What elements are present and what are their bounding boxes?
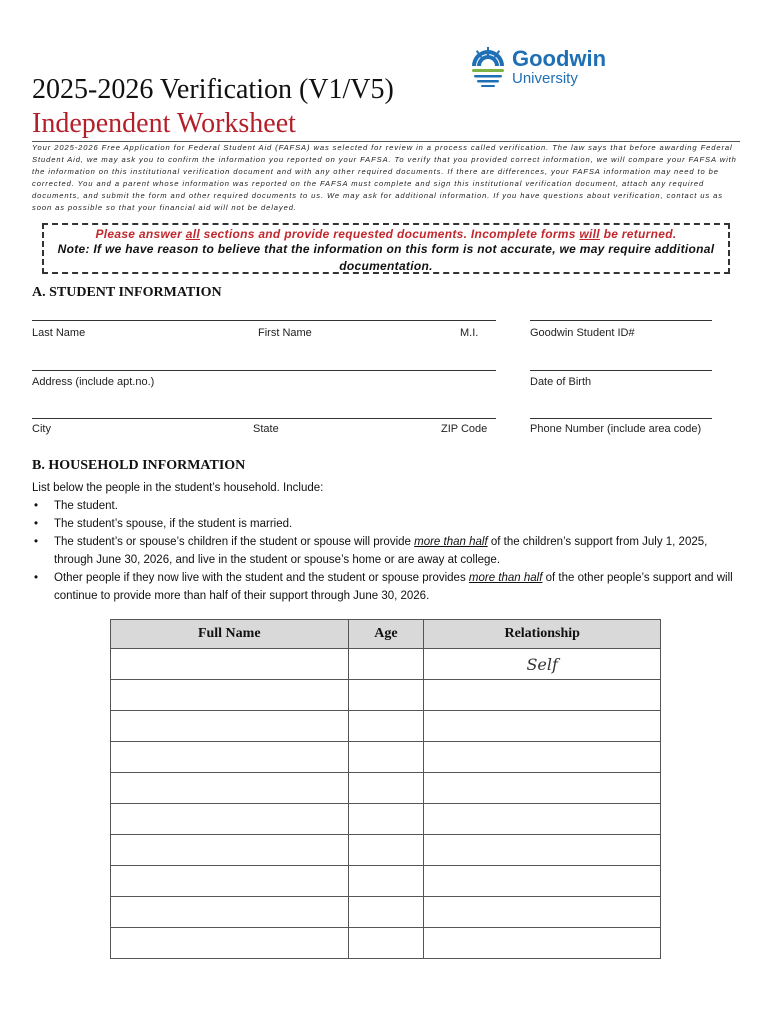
age-header: Age [348,620,424,649]
form-title: 2025-2026 Verification (V1/V5) [32,74,394,105]
table-row [111,804,661,835]
relationship-cell[interactable] [424,742,661,773]
full-name-cell[interactable] [111,897,349,928]
household-intro: List below the people in the student’s household. Include: [32,482,324,494]
full-name-cell[interactable] [111,835,349,866]
relationship-cell[interactable] [424,711,661,742]
phone-label: Phone Number (include area code) [530,423,702,435]
table-row [111,649,661,680]
age-cell[interactable] [348,866,424,897]
age-cell[interactable] [348,835,424,866]
table-row [111,742,661,773]
full-name-cell[interactable] [111,928,349,959]
relationship-cell[interactable] [424,866,661,897]
relationship-cell[interactable] [424,804,661,835]
relationship-cell[interactable] [424,773,661,804]
age-cell[interactable] [348,928,424,959]
age-cell[interactable] [348,897,424,928]
address-label: Address (include apt.no.) [32,376,155,388]
relationship-cell[interactable]: Self [424,649,661,680]
age-cell[interactable] [348,711,424,742]
dob-label: Date of Birth [530,376,592,388]
full-name-header: Full Name [111,620,349,649]
relationship-header: Relationship [424,620,661,649]
table-row [111,773,661,804]
name-field-line[interactable] [32,320,496,321]
student-id-label: Goodwin Student ID# [530,327,635,339]
address-field-line[interactable] [32,370,496,371]
relationship-cell[interactable] [424,835,661,866]
table-header-row [111,620,661,649]
age-cell[interactable] [348,680,424,711]
form-subtitle: Independent Worksheet [32,108,296,139]
list-item: • Other people if they now live with the student and the student or spouse provides more than half of the other people’s support and will continue to provide more than half of their support through June 30, 2026. [54,569,747,605]
full-name-cell[interactable] [111,649,349,680]
list-item: • The student’s spouse, if the student is married. [54,515,747,533]
age-cell[interactable] [348,649,424,680]
age-cell[interactable] [348,742,424,773]
city-field-line[interactable] [32,418,496,419]
household-criteria-list [32,497,747,605]
household-table [110,619,661,959]
relationship-cell[interactable] [424,680,661,711]
table-row [111,928,661,959]
list-item: • The student’s or spouse’s children if the student or spouse will provide more than half of the children’s support from July 1, 2025, through June 30, 2026, and live in the student or spouse’s home or are away at college. [54,533,747,569]
dob-field-line[interactable] [530,370,712,371]
city-label: City [32,423,51,435]
full-name-cell[interactable] [111,804,349,835]
age-cell[interactable] [348,773,424,804]
notice-line2: Note: If we have reason to believe that the information on this form is not accurate, we may require additional documentation. [57,242,715,273]
table-row [111,680,661,711]
logo-wordmark: Goodwin [512,46,607,71]
section-a-heading: A. STUDENT INFORMATION [32,285,222,300]
full-name-cell[interactable] [111,680,349,711]
notice-line1: Please answer all sections and provide requested documents. Incomplete forms will be returned. [95,227,677,241]
age-cell[interactable] [348,804,424,835]
first-name-label: First Name [258,327,312,339]
notice-box [42,223,730,274]
full-name-cell[interactable] [111,773,349,804]
relationship-cell[interactable] [424,928,661,959]
zip-label: ZIP Code [441,423,488,435]
table-row [111,866,661,897]
table-row [111,897,661,928]
logo-subwordmark: University [512,70,578,87]
relationship-cell[interactable] [424,897,661,928]
full-name-cell[interactable] [111,866,349,897]
full-name-cell[interactable] [111,742,349,773]
table-row [111,711,661,742]
list-item: • The student. [54,497,747,515]
last-name-label: Last Name [32,327,86,339]
phone-field-line[interactable] [530,418,712,419]
household-instructions [32,479,747,605]
intro-paragraph: Your 2025-2026 Free Application for Federal Student Aid (FAFSA) was selected for review in a process called verification. The law says that before awarding Federal Student Aid, we may ask you to confirm the information you reported on your FAFSA. To verify that you provided correct information, we will compare your FAFSA with the information on this institutional verification document and with any other required documents. If there are differences, your FAFSA information may need to be corrected. You and a parent whose information was reported on the FAFSA must complete and sign this institutional verification document, attach any required documents, and submit the form and other required documents to us. We may ask for additional information. If you have questions about verification, contact us as soon as possible so that your financial aid will not be delayed. [32,143,737,212]
full-name-cell[interactable] [111,711,349,742]
section-b-heading: B. HOUSEHOLD INFORMATION [32,458,246,473]
student-id-field-line[interactable] [530,320,712,321]
table-row [111,835,661,866]
state-label: State [253,423,279,435]
mi-label: M.I. [460,327,479,339]
